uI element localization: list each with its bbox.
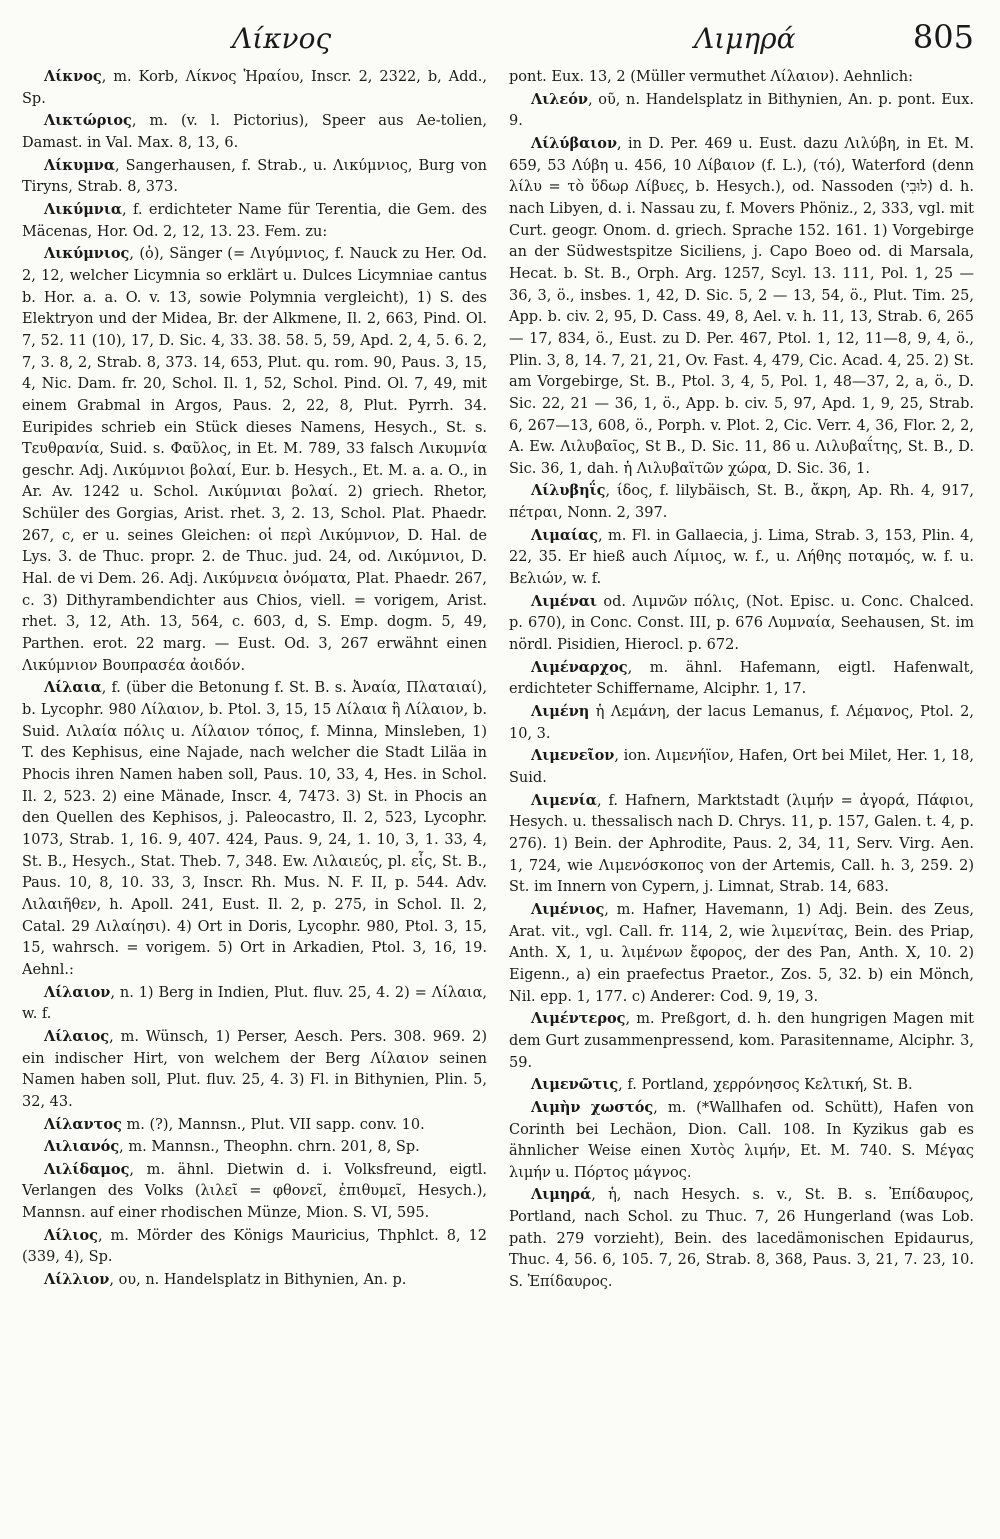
entry-headword: Λικτώριος — [44, 112, 132, 130]
left-guide-word: Λίκνος — [232, 22, 332, 55]
entry-text: , m. Hafner, Havemann, 1) Adj. Bein. des Zeus, Arat. vit., vgl. Call. fr. 114, 2, wie λιμενίτας, Bein. des Priap, Anth. X, 1, u. λιμένων ἔφορος, der des Pan, Anth. X, 10. 2) Eigenn., a) ein praefectus Praetor., Zos. 5, 32. b) ein Mönch, Nil. epp. 1, 177. c) Anderer: Cod. 9, 19, 3. — [509, 901, 974, 1005]
entry-text: pont. Eux. 13, 2 (Müller vermuthet Λίλαιον). Aehnlich: — [509, 69, 914, 85]
entry-text: , ίδος, f. lilybäisch, St. B., ἄκρη, Ap. Rh. 4, 917, πέτραι, Nonn. 2, 397. — [509, 483, 974, 522]
dictionary-entry — [509, 66, 974, 89]
entry-headword: Λιλίδαμος — [44, 1160, 130, 1178]
entry-text: od. Λιμνῶν πόλις, (Not. Episc. u. Conc. Chalced. p. 670), in Conc. Const. III, p. 676 Λυμναία, Seehausen, St. im nördl. Pisidien, Hierocl. p. 672. — [509, 593, 974, 654]
page-number: 805 — [912, 18, 974, 56]
entry-headword: Λιμενεῖον — [531, 747, 615, 765]
dictionary-entry — [22, 243, 487, 677]
left-column — [22, 66, 487, 1294]
dictionary-entry — [509, 591, 974, 657]
entry-text: , n. 1) Berg in Indien, Plut. fluv. 25, 4. 2) = Λίλαια, w. f. — [22, 984, 487, 1023]
right-guide-word: Λιμηρά — [694, 22, 796, 55]
entry-headword: Λικύμνια — [44, 200, 123, 218]
dictionary-entry — [509, 133, 974, 481]
entry-text: , f. erdichteter Name für Terentia, die Gem. des Mäcenas, Hor. Od. 2, 12, 13. 23. Fem. zu: — [22, 201, 487, 240]
entry-text: , (ὁ), Sänger (= Λιγύμνιος, f. Nauck zu Her. Od. 2, 12, welcher Licymnia so erklärt u. Dulces Licymniae cantus b. Hor. a. a. O. v. 13, sowie Polymnia vergleicht), 1) S. des Elektryon und der Midea, Br. der Alkmene, Il. 2, 663, Pind. Ol. 7, 52. 11 (10), 17, D. Sic. 4, 33. 38. 58. 5, 59, Apd. 2, 4, 5. 6. 2, 7, 3. 8, 2, Strab. 8, 373. 14, 653, Plut. qu. rom. 90, Paus. 3, 15, 4, Nic. Dam. fr. 20, Schol. Il. 1, 52, Schol. Pind. Ol. 7, 49, mit einem Grabmal in Argos, Paus. 2, 22, 8, Plut. Pyrrh. 34. Euripides schrieb ein Stück dieses Namens, Hesych., St. s. Τευθρανία, Suid. s. Φαῦλος, in Et. M. 789, 33 falsch Λικυμνία geschr. Adj. Λικύμνιοι βολαί, Eur. b. Hesych., Et. M. a. a. O., in Ar. Av. 1242 u. Schol. Λικύμνιαι βολαί. 2) griech. Rhetor, Schüler des Gorgias, Arist. rhet. 3, 2. 13, Schol. Plat. Phaedr. 267, c, er u. seines Gleichen: οἱ περὶ Λικύμνιον, D. Hal. de Lys. 3. de Thuc. propr. 2. de Thuc. jud. 24, od. Λικύμνιοι, D. Hal. de vi Dem. 26. Adj. Λικύμνεια ὀνόματα, Plat. Phaedr. 267, c. 3) Dithyrambendichter aus Chios, viell. = vorigem, Arist. rhet. 3, 12, Ath. 13, 564, c. 603, d, S. Emp. dogm. 5, 49, Parthen. erot. 22 marg. — Eust. Od. 3, 267 erwähnt einen Λικύμνιον Βουπρασέα ἀοιδόν. — [22, 246, 487, 674]
entry-text: , f. Hafnern, Marktstadt (λιμήν = ἀγορά, Πάφιοι, Hesych. u. thessalisch nach D. Chrys. 11, p. 157, Galen. t. 4, p. 276). 1) Bein. der Aphrodite, Paus. 2, 34, 11, Serv. Virg. Aen. 1, 724, wie Λιμενόσκοπος von der Artemis, Call. h. 3, 259. 2) St. im Innern von Cypern, j. Limnat, Strab. 14, 683. — [509, 792, 974, 896]
entry-headword: Λιμέναι — [531, 592, 597, 610]
entry-headword: Λιμὴν χωστός — [531, 1098, 654, 1116]
entry-text: , m. Korb, Λίκνος Ἡραίου, Inscr. 2, 2322, b, Add., Sp. — [22, 69, 487, 107]
dictionary-entry — [509, 701, 974, 745]
entry-headword: Λίλαια — [44, 679, 102, 697]
entry-text: , ἡ, nach Hesych. s. v., St. B. s. Ἐπίδαυρος, Portland, nach Schol. zu Thuc. 7, 26 Hungerland (was Lob. path. 279 vorzieht), Bein. des lacedämonischen Epidaurus, Thuc. 4, 56. 6, 105. 7, 26, Strab. 8, 368, Paus. 3, 21, 7. 23, 10. S. Ἐπίδαυρος. — [509, 1187, 974, 1291]
entry-headword: Λίλυβηΐς — [531, 482, 606, 500]
entry-text: , m. Preßgort, d. h. den hungrigen Magen mit dem Gurt zusammenpressend, kom. Parasitenname, Alciphr. 3, 59. — [509, 1011, 974, 1071]
entry-text: , m. Mannsn., Theophn. chrn. 201, 8, Sp. — [119, 1139, 420, 1156]
entry-text: , m. Wünsch, 1) Perser, Aesch. Pers. 308. 969. 2) ein indischer Hirt, von welchem der Berg Λίλαιον seinen Namen haben soll, Plut. fluv. 25, 4. 3) Fl. in Bithynien, Plin. 5, 32, 43. — [22, 1028, 487, 1110]
dictionary-entry — [22, 1026, 487, 1114]
entry-headword: Λίλιος — [44, 1226, 98, 1244]
entry-text: , m. Fl. in Gallaecia, j. Lima, Strab. 3, 153, Plin. 4, 22, 35. Er hieß auch Λίμιος, w. f., u. Λήθης ποταμός, w. f. u. Βελιών, w. f. — [509, 527, 974, 588]
entry-headword: Λίλαντος — [44, 1115, 122, 1133]
dictionary-entry — [22, 1136, 487, 1159]
columns — [22, 66, 974, 1294]
entry-text: , ion. Λιμενήϊον, Hafen, Ort bei Milet, Her. 1, 18, Suid. — [509, 748, 974, 786]
entry-headword: Λιμένιος — [531, 900, 605, 918]
page-header — [22, 10, 974, 66]
dictionary-entry — [22, 1114, 487, 1137]
entry-headword: Λιμενία — [531, 791, 597, 809]
entry-text: , m. Mörder des Königs Mauricius, Thphlct. 8, 12 (339, 4), Sp. — [22, 1227, 487, 1266]
entry-headword: Λικύμνιος — [44, 245, 130, 263]
entry-headword: Λιμαίας — [531, 526, 599, 544]
entry-text: , m. (*Wallhafen od. Schütt), Hafen von Corinth bei Lechäon, Dion. Call. 108. In Kyzikus gab es ähnlicher Weise einen Χυτὸς λιμήν, Et. M. 740. S. Μέγας λιμήν u. Πόρτος μάγνος. — [509, 1099, 974, 1181]
entry-headword: Λίλαιον — [44, 983, 111, 1001]
dictionary-entry — [22, 1159, 487, 1225]
entry-text: , m. ähnl. Dietwin d. i. Volksfreund, eigtl. Verlangen des Volks (λιλεῖ = φθονεῖ, ἐπιθυμεῖ, Hesych.), Mannsn. auf einer rhodischen Münze, Mion. S. VI, 595. — [22, 1161, 487, 1222]
dictionary-entry — [509, 480, 974, 524]
entry-headword: Λιλεόν — [531, 90, 588, 108]
entry-headword: Λιλιανός — [44, 1138, 120, 1156]
entry-headword: Λίκυμνα — [44, 156, 116, 174]
right-column — [509, 66, 974, 1294]
entry-text: , m. (v. l. Pictorius), Speer aus Ae-tolien, Damast. in Val. Max. 8, 13, 6. — [22, 113, 487, 151]
dictionary-entry — [22, 199, 487, 243]
dictionary-entry — [22, 982, 487, 1026]
dictionary-entry — [509, 1184, 974, 1293]
entry-text: , m. ähnl. Hafemann, eigtl. Hafenwalt, erdichteter Schiffername, Alciphr. 1, 17. — [509, 659, 974, 698]
entry-headword: Λίλλιον — [44, 1271, 110, 1289]
entry-text: , οῦ, n. Handelsplatz in Bithynien, An. p. pont. Eux. 9. — [509, 91, 974, 130]
dictionary-entry — [22, 1225, 487, 1269]
entry-headword: Λιμέναρχος — [531, 658, 628, 676]
entry-text: , in D. Per. 469 u. Eust. dazu Λιλύβη, in Et. M. 659, 53 Λύβη u. 456, 10 Λίβαιον (f. L.), (τό), Waterford (denn λίλυ = τὸ ὕδωρ Λίβυες, b. Hesych.), od. Nassoden (לוּבִי) d. h. nach Libyen, d. i. Nassau zu, f. Movers Phöniz., 2, 333, vgl. mit Curt. geogr. Onom. d. griech. Sprache 152. 161. 1) Vorgebirge an der Südwestspitze Siciliens, j. Capo Boeo od. di Marsala, Hecat. b. St. B., Orph. Arg. 1257, Scyl. 13. 111, Pol. 1, 25 — 36, 3, ö., insbes. 1, 42, D. Sic. 5, 2 — 13, 54, ö., Plut. Tim. 25, App. b. civ. 2, 95, D. Cass. 49, 8, Ael. v. h. 11, 13, Strab. 6, 265 — 17, 834, ö., Eust. zu D. Per. 467, Ptol. 1, 12, 11—8, 9, 4, ö., Plin. 3, 8, 14. 7, 21, 21, Ov. Fast. 4, 479, Cic. Acad. 4, 25. 2) St. am Vorgebirge, St. B., Ptol. 3, 4, 5, Pol. 1, 48—37, 2, a, ö., D. Sic. 22, 21 — 36, 1, ö., App. b. civ. 5, 97, Apd. 1, 9, 25, Strab. 6, 267—13, 608, ö., Porph. v. Plot. 2, Cic. Verr. 4, 36, Flor. 2, 2, A. Ew. Λιλυβαῖος, St B., D. Sic. 11, 86 u. Λιλυβαΐτης, St. B., D. Sic. 36, 1, dah. ἡ Λιλυβαϊτῶν χώρα, D. Sic. 36, 1. — [509, 135, 975, 477]
dictionary-entry — [509, 89, 974, 133]
entry-headword: Λιμέντερος — [531, 1010, 626, 1028]
dictionary-entry — [509, 790, 974, 899]
entry-headword: Λίλαιος — [44, 1027, 110, 1045]
dictionary-entry — [22, 155, 487, 199]
dictionary-entry — [22, 66, 487, 110]
entry-headword: Λίλύβαιον — [531, 134, 618, 152]
entry-text: , Sangerhausen, f. Strab., u. Λικύμνιος, Burg von Tiryns, Strab. 8, 373. — [22, 157, 487, 196]
dictionary-entry — [22, 110, 487, 154]
entry-headword: Λίκνος — [44, 68, 102, 85]
entry-text: ἡ Λεμάνη, der lacus Lemanus, f. Λέμανος, Ptol. 2, 10, 3. — [509, 704, 974, 742]
entry-headword: Λιμηρά — [531, 1186, 592, 1204]
entry-text: , f. Portland, χερρόνησος Κελτική, St. B. — [618, 1077, 913, 1094]
entry-text: , f. (über die Betonung f. St. B. s. Ἀναία, Πλαταιαί), b. Lycophr. 980 Λίλαιον, b. Ptol. 3, 15, 15 Λίλαια ἢ Λίλαιον, b. Suid. Λιλαία πόλις u. Λίλαιον τόπος, f. Minna, Minsleben, 1) T. des Kephisus, eine Najade, nach welcher die Stadt Liläa in Phocis ihren Namen haben soll, Paus. 10, 33, 4, Hes. in Schol. Il. 2, 523. 2) eine Mänade, Inscr. 4, 7473. 3) St. in Phocis an den Quellen des Kephisos, j. Paleocastro, Il. 2, 523, Lycophr. 1073, Strab. 1, 16. 9, 407. 424, Paus. 9, 24, 1. 10, 3, 1. 33, 4, St. B., Hesych., Stat. Theb. 7, 348. Ew. Λιλαιεύς, pl. εἷς, St. B., Paus. 10, 8, 10. 33, 3, Inscr. Rh. Mus. N. F. II, p. 544. Adv. Λιλαιῆθεν, h. Apoll. 241, Eust. Il. 2, p. 275, in Schol. Il. 2, Catal. 29 Λιλαίησι). 4) Ort in Doris, Lycophr. 980, Ptol. 3, 15, 15, wahrsch. = vorigem. 5) Ort in Arkadien, Ptol. 3, 16, 19. Aehnl.: — [22, 680, 487, 978]
dictionary-entry — [509, 1097, 974, 1185]
dictionary-entry — [509, 745, 974, 789]
dictionary-entry — [509, 657, 974, 701]
entry-text: , ου, n. Handelsplatz in Bithynien, An. p. — [109, 1272, 407, 1289]
dictionary-entry — [22, 677, 487, 981]
dictionary-entry — [509, 899, 974, 1008]
dictionary-entry — [509, 525, 974, 591]
entry-text: m. (?), Mannsn., Plut. VII sapp. conv. 10. — [121, 1116, 425, 1133]
entry-headword: Λιμενῶτις — [531, 1076, 619, 1094]
dictionary-entry — [22, 1269, 487, 1292]
dictionary-entry — [509, 1008, 974, 1074]
dictionary-entry — [509, 1074, 974, 1097]
entry-headword: Λιμένη — [531, 703, 590, 721]
